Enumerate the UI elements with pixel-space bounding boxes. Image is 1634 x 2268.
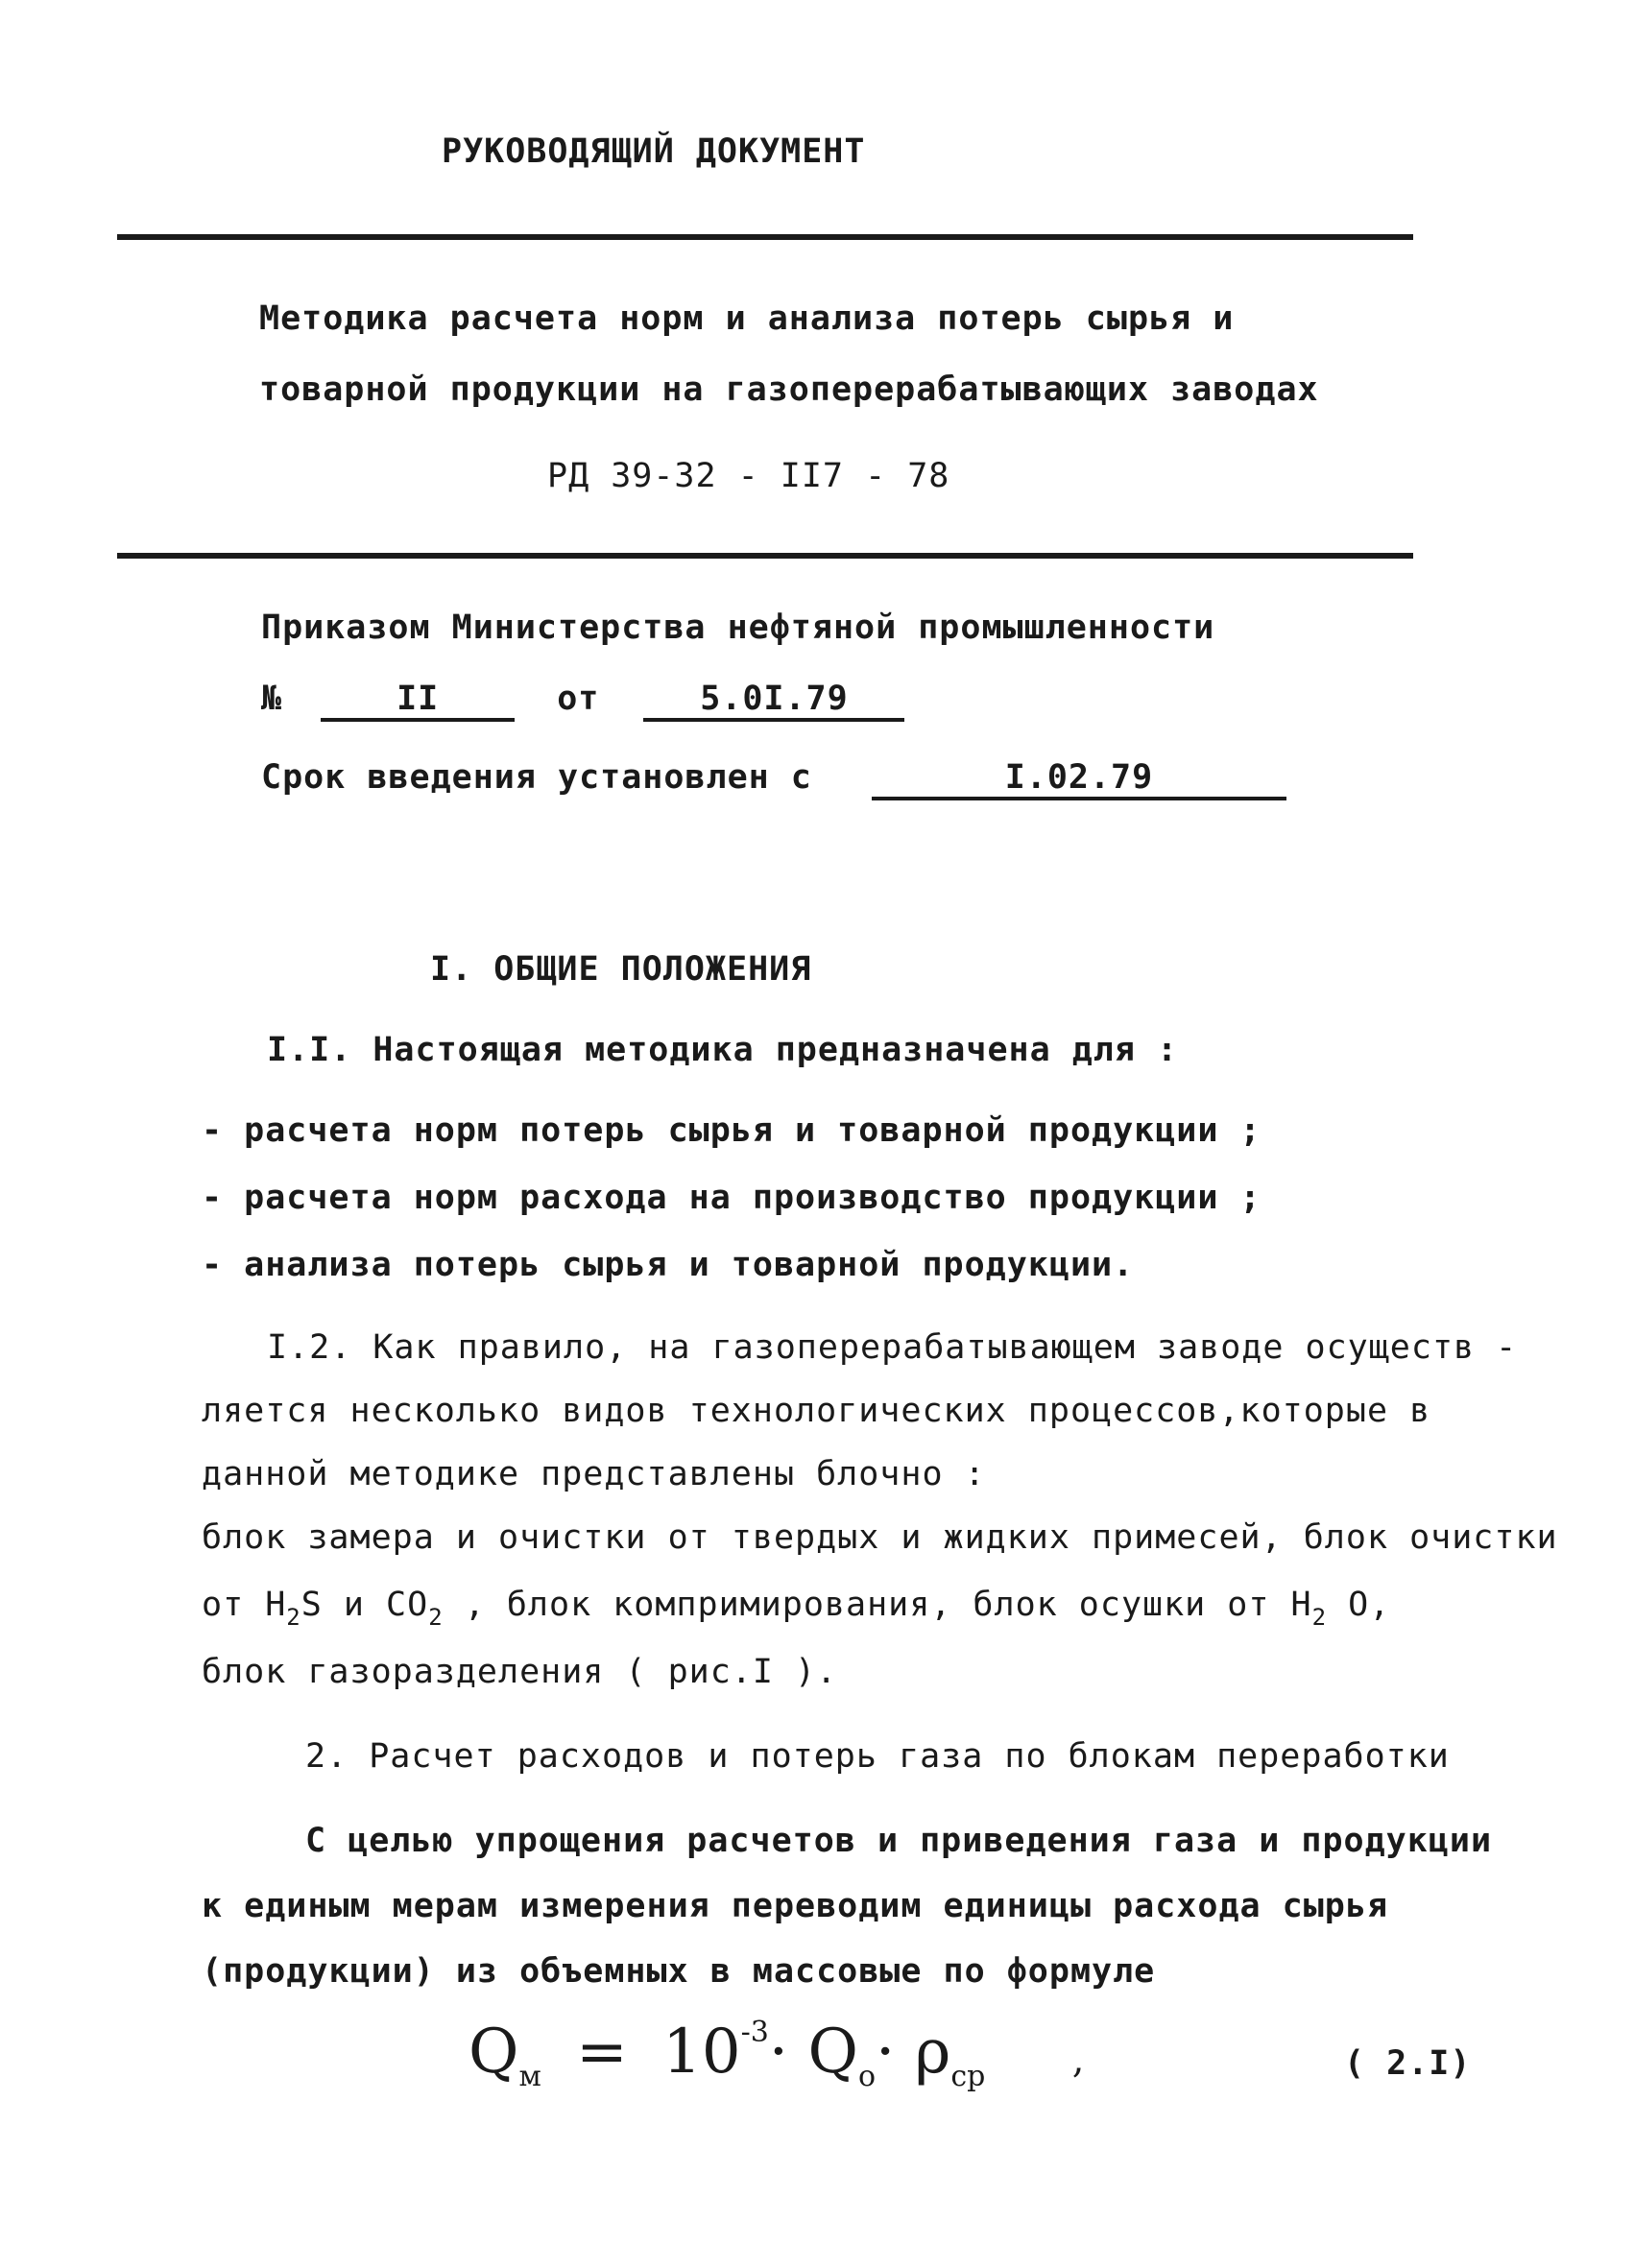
- formula-symbol: 10: [662, 2017, 741, 2088]
- formula-subscript: м: [518, 2060, 541, 2093]
- order-line: Приказом Министерства нефтяной промышленности: [261, 609, 1215, 647]
- paragraph-1-2-line: блок газоразделения ( рис.I ).: [202, 1653, 838, 1691]
- formula-equals: =: [576, 2017, 628, 2088]
- middle-rule: [117, 553, 1413, 559]
- formula-symbol: ρ: [914, 2017, 951, 2088]
- top-rule: [117, 234, 1413, 240]
- number-label: №: [261, 680, 283, 718]
- order-number-row: [261, 680, 904, 722]
- paragraph-1-2-line: данной методике представлены блочно :: [202, 1455, 986, 1493]
- section2-paragraph-line: (продукции) из объемных в массовые по формуле: [202, 1952, 1156, 1991]
- formula-2-1: [469, 2016, 1084, 2093]
- bullet-item: - расчета норм потерь сырья и товарной продукции ;: [202, 1111, 1262, 1150]
- paragraph-1-2-line: [202, 1586, 1390, 1631]
- subscript: 2: [286, 1604, 301, 1631]
- section2-paragraph-line: С целью упрощения расчетов и приведения газа и продукции: [305, 1822, 1493, 1860]
- text-run: S и CO: [300, 1586, 429, 1624]
- section2-heading: 2. Расчет расходов и потерь газа по блокам переработки: [305, 1737, 1450, 1776]
- formula-dot: ·: [876, 2017, 896, 2088]
- text-run: O,: [1327, 1586, 1391, 1624]
- paragraph-1-2-line: I.2. Как правило, на газоперерабатывающем заводе осуществ -: [267, 1328, 1518, 1367]
- formula-comma: ,: [1071, 2038, 1085, 2082]
- formula-exponent: -3: [740, 2016, 769, 2049]
- formula-symbol: Q: [807, 2017, 858, 2088]
- formula-number: ( 2.I): [1344, 2044, 1472, 2083]
- formula-dot: ·: [768, 2017, 789, 2088]
- section2-paragraph-line: к единым мерам измерения переводим единицы расхода сырья: [202, 1887, 1389, 1925]
- paragraph-1-2-line: блок замера и очистки от твердых и жидких примесей, блок очистки: [202, 1518, 1558, 1557]
- section1-heading: I. ОБЩИЕ ПОЛОЖЕНИЯ: [430, 950, 812, 989]
- bullet-item: - анализа потерь сырья и товарной продукции.: [202, 1246, 1135, 1284]
- subscript: 2: [1311, 1604, 1328, 1631]
- order-number: II: [321, 680, 515, 722]
- effective-label: Срок введения установлен с: [261, 758, 812, 797]
- formula-subscript: ср: [950, 2060, 986, 2093]
- paragraph-1-1: I.I. Настоящая методика предназначена для :: [267, 1031, 1179, 1069]
- order-date: 5.0I.79: [643, 680, 904, 722]
- title-line-1: Методика расчета норм и анализа потерь сырья и: [259, 299, 1235, 338]
- doc-type-heading: РУКОВОДЯЩИЙ ДОКУМЕНТ: [442, 132, 866, 171]
- doc-number: РД 39-32 - II7 - 78: [547, 457, 950, 495]
- text-run: , блок компримирования, блок осушки от H: [443, 1586, 1312, 1624]
- paragraph-1-2-line: ляется несколько видов технологических процессов,которые в: [202, 1392, 1431, 1430]
- bullet-item: - расчета норм расхода на производство продукции ;: [202, 1179, 1262, 1217]
- from-label: от: [557, 680, 600, 718]
- effective-row: [261, 758, 1286, 800]
- subscript: 2: [428, 1604, 444, 1631]
- effective-date: I.02.79: [872, 758, 1286, 800]
- formula-symbol: Q: [469, 2017, 519, 2088]
- text-run: от H: [202, 1586, 287, 1624]
- formula-subscript: o: [857, 2060, 877, 2093]
- title-line-2: товарной продукции на газоперерабатывающих заводах: [259, 370, 1319, 409]
